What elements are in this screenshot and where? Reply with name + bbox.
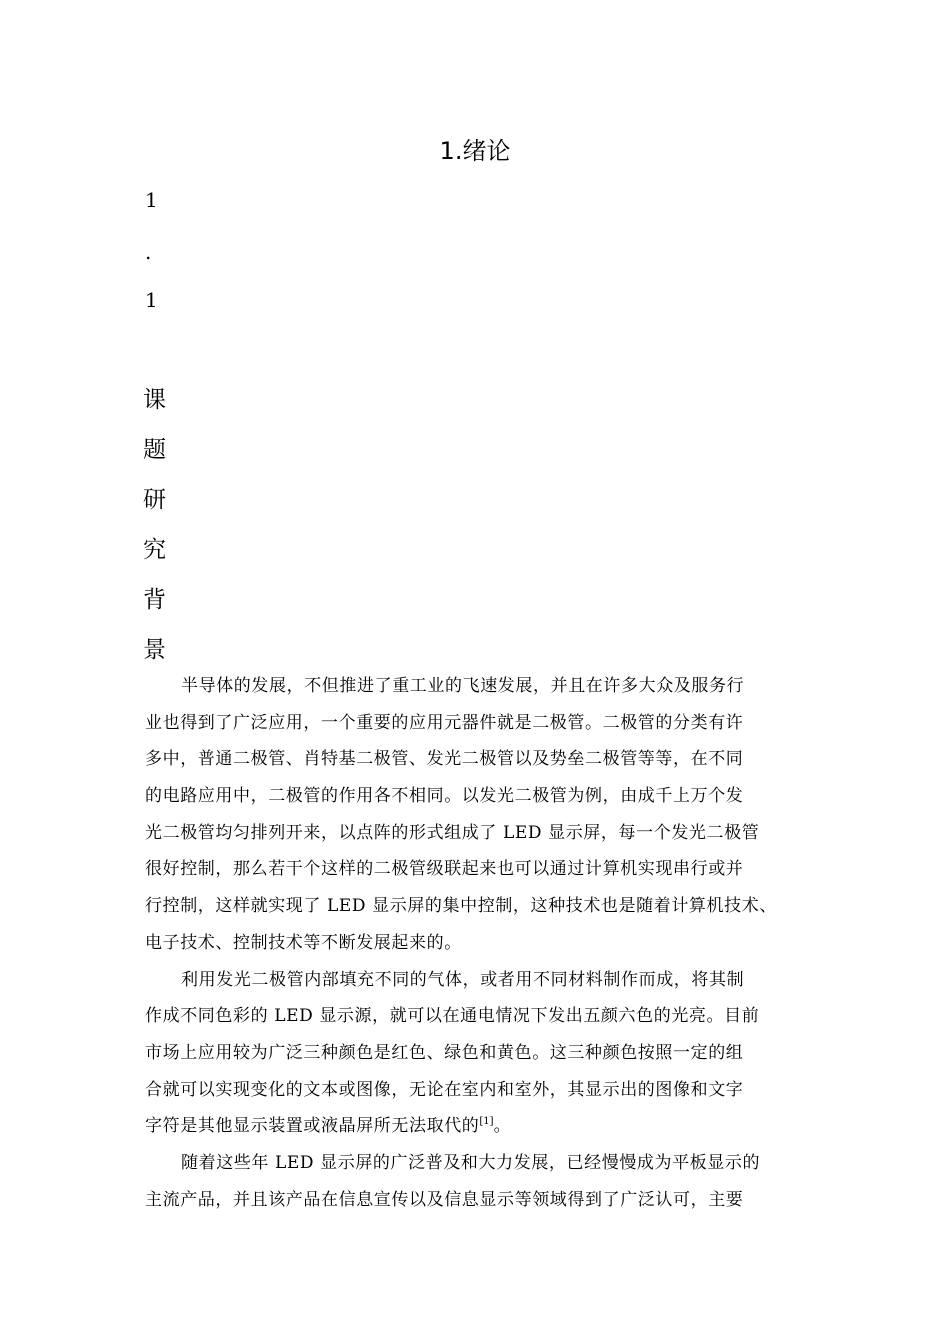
paragraph-line: 的电路应用中，二极管的作用各不相同。以发光二极管为例，由成千上万个发 [145,786,744,807]
paragraph-line: 市场上应用较为广泛三种颜色是红色、绿色和黄色。这三种颜色按照一定的组 [145,1042,744,1063]
paragraph-line: 作成不同色彩的 LED 显示源，就可以在通电情况下发出五颜六色的光亮。目前 [145,1006,760,1027]
paragraph-line: 合就可以实现变化的文本或图像，无论在室内和室外，其显示出的图像和文字 [145,1079,744,1100]
paragraph-line: 多中，普通二极管、肖特基二极管、发光二极管以及势垒二极管等等，在不同 [145,749,744,770]
paragraph-line-text: 字符是其他显示装置或液晶屏所无法取代的 [145,1116,480,1137]
paragraph-line: 利用发光二极管内部填充不同的气体，或者用不同材料制作而成，将其制 [181,969,745,990]
section-heading-char: 背 [143,587,166,613]
paragraph-line: 行控制，这样就实现了 LED 显示屏的集中控制，这种技术也是随着计算机技术、 [145,896,777,917]
paragraph-line: 半导体的发展，不但推进了重工业的飞速发展，并且在许多大众及服务行 [181,676,745,696]
citation-marker[interactable]: [1] [479,1116,494,1128]
paragraph-line: 电子技术、控制技术等不断发展起来的。 [145,932,462,953]
section-heading-char: 景 [143,637,166,663]
paragraph-line [145,1108,805,1145]
section-heading-char: 题 [143,437,166,463]
section-number-char: 1 [145,288,158,312]
paragraph-line: 光二极管均匀排列开来，以点阵的形式组成了 LED 显示屏，每一个发光二极管 [145,822,760,843]
section-heading-char: 课 [143,387,166,413]
chapter-title: 1.绪论 [439,137,511,165]
paragraph-line-end: 。 [493,1116,512,1137]
section-heading-char: 研 [143,487,166,513]
body-text [145,668,805,1218]
section-number-char: . [145,240,152,264]
paragraph-line: 业也得到了广泛应用，一个重要的应用元器件就是二极管。二极管的分类有许 [145,712,744,733]
paragraph-line: 主流产品，并且该产品在信息宣传以及信息显示等领域得到了广泛认可，主要 [145,1189,744,1210]
section-number-char: 1 [145,188,158,212]
paragraph-line: 随着这些年 LED 显示屏的广泛普及和大力发展，已经慢慢成为平板显示的 [181,1152,761,1173]
section-heading-char: 究 [143,537,166,563]
paragraph-line: 很好控制，那么若干个这样的二极管级联起来也可以通过计算机实现串行或并 [145,859,744,880]
